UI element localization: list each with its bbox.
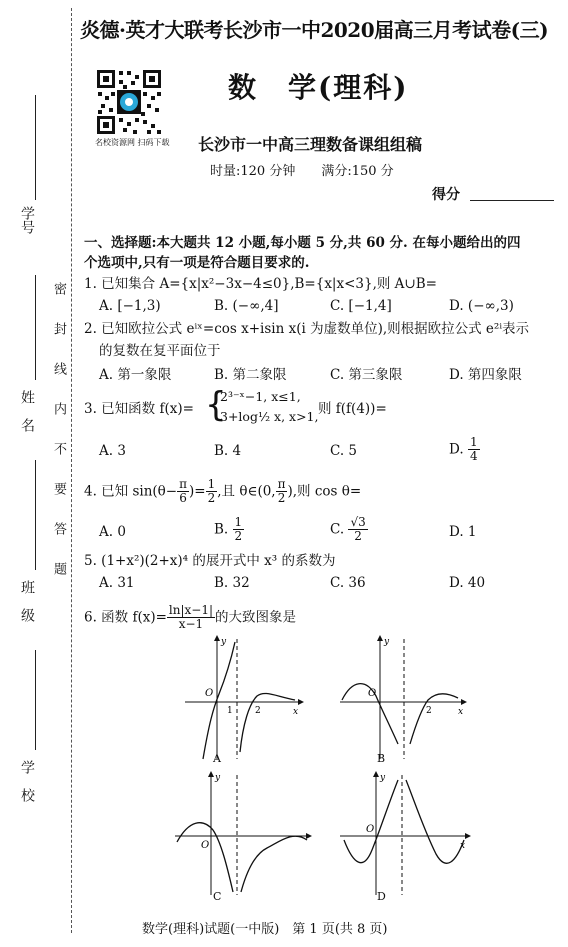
score-label: 得分 bbox=[432, 187, 460, 203]
graph-a-label: A bbox=[213, 752, 221, 765]
question-4-option-c: C. $\frac{√3}{2}$ bbox=[330, 515, 366, 543]
question-3-stem-prefix: 3. 已知函数 f(x)= bbox=[84, 401, 194, 417]
graph-b-axis-y: y bbox=[384, 637, 390, 647]
question-3-option-b: B. 4 bbox=[214, 443, 242, 459]
time-and-score-info: 时量:120 分钟 满分:150 分 bbox=[210, 164, 394, 179]
sidebar-label-school: 学校 bbox=[19, 760, 35, 816]
sidebar-line-student-id bbox=[35, 95, 36, 200]
graph-a-tick-2: 2 bbox=[255, 706, 261, 716]
graph-a bbox=[185, 634, 305, 764]
sidebar-line-school bbox=[35, 650, 36, 750]
graph-b-origin: O bbox=[368, 688, 377, 699]
graph-c-axis-y: y bbox=[215, 773, 221, 783]
question-3-stem-suffix: 则 f(f(4))= bbox=[318, 401, 387, 417]
graph-b-label: B bbox=[377, 752, 386, 765]
graph-a-axis-y: y bbox=[221, 637, 227, 647]
graph-d-axis-y: y bbox=[380, 773, 386, 783]
seal-dashed-line bbox=[71, 8, 72, 933]
sidebar-label-student-id: 学号 bbox=[19, 206, 35, 234]
graph-b bbox=[340, 634, 470, 764]
graph-d-label: D bbox=[377, 890, 386, 903]
question-3-option-c: C. 5 bbox=[330, 443, 358, 459]
question-6-stem: 6. 函数 f(x)= $\frac{\ln|x-1|}{x-1}$ 的大致图象是 bbox=[84, 603, 297, 631]
question-3-case-1: 2³⁻ˣ−1, x≤1, bbox=[220, 389, 301, 404]
sidebar-line-class bbox=[35, 460, 36, 570]
question-2-option-a: A. 第一象限 bbox=[99, 367, 172, 383]
piecewise-brace: { bbox=[205, 385, 227, 425]
sidebar-line-name bbox=[35, 275, 36, 380]
graph-b-tick-2: 2 bbox=[426, 706, 432, 716]
section-heading-cont: 个选项中,只有一项是符合题目要求的. bbox=[84, 255, 310, 271]
qr-caption: 名校资源网 扫码下载 bbox=[95, 138, 170, 147]
graph-d bbox=[340, 770, 475, 900]
seal-text: 密封线内不要答题 bbox=[51, 282, 66, 602]
sidebar-label-name: 姓名 bbox=[19, 390, 35, 446]
question-1-option-b: B. (−∞,4] bbox=[214, 298, 279, 314]
question-4-stem: 4. 已知 sin(θ− $\frac{\pi}{6}$ )= $\frac{1}{2}$ ,且 θ∈(0, $\frac{\pi}{2}$ ),则 cos θ= bbox=[84, 477, 362, 505]
author-group: 长沙市一中高三理数备课组组稿 bbox=[198, 135, 423, 154]
graph-d-origin: O bbox=[366, 824, 375, 835]
graph-c-origin: O bbox=[201, 840, 210, 851]
question-3-case-2: 3+log½ x, x>1, bbox=[220, 409, 319, 424]
graph-a-axis-x: x bbox=[293, 707, 299, 717]
question-1-option-a: A. [−1,3) bbox=[99, 298, 161, 314]
exam-title: 炎德·英才大联考长沙市一中2020届高三月考试卷(三) bbox=[80, 18, 549, 42]
question-5-option-b: B. 32 bbox=[214, 575, 250, 591]
graph-a-origin: O bbox=[205, 688, 214, 699]
page-footer: 数学(理科)试题(一中版) 第 1 页(共 8 页) bbox=[142, 922, 388, 937]
question-2-stem-cont: 的复数在复平面位于 bbox=[99, 343, 221, 359]
graph-d-axis-x: x bbox=[460, 841, 466, 851]
question-2-option-d: D. 第四象限 bbox=[449, 367, 522, 383]
sidebar-label-class: 班级 bbox=[19, 580, 35, 636]
score-blank bbox=[470, 200, 554, 201]
question-3-option-d-fraction: $\frac{1}{4}$ bbox=[469, 435, 478, 463]
question-5-option-a: A. 31 bbox=[99, 575, 135, 591]
question-1-option-d: D. (−∞,3) bbox=[449, 298, 514, 314]
question-2-option-b: B. 第二象限 bbox=[214, 367, 287, 383]
subject-title: 数 学(理科) bbox=[228, 71, 409, 104]
question-4-option-d: D. 1 bbox=[449, 524, 477, 540]
question-5-option-d: D. 40 bbox=[449, 575, 486, 591]
graph-c bbox=[175, 770, 315, 900]
question-5-option-c: C. 36 bbox=[330, 575, 366, 591]
question-4-option-a: A. 0 bbox=[99, 524, 126, 540]
section-heading: 一、选择题:本大题共 12 小题,每小题 5 分,共 60 分. 在每小题给出的四 bbox=[84, 235, 521, 251]
question-3-option-d: D. $\frac{1}{4}$ bbox=[449, 435, 478, 463]
question-4-option-b: B. $\frac{1}{2}$ bbox=[214, 515, 243, 543]
question-2-option-c: C. 第三象限 bbox=[330, 367, 403, 383]
question-3-option-a: A. 3 bbox=[99, 443, 126, 459]
question-1-option-c: C. [−1,4] bbox=[330, 298, 392, 314]
graph-c-label: C bbox=[213, 890, 222, 903]
question-2-stem: 2. 已知欧拉公式 eⁱˣ=cos x+isin x(i 为虚数单位),则根据欧拉公式 e²ⁱ表示 bbox=[84, 321, 530, 337]
qr-code-image bbox=[95, 68, 163, 136]
question-1-stem: 1. 已知集合 A={x|x²−3x−4≤0},B={x|x<3},则 A∪B= bbox=[84, 276, 437, 292]
question-5-stem: 5. (1+x²)(2+x)⁴ 的展开式中 x³ 的系数为 bbox=[84, 553, 336, 569]
graph-a-tick-1: 1 bbox=[227, 706, 233, 716]
graph-b-axis-x: x bbox=[458, 707, 464, 717]
